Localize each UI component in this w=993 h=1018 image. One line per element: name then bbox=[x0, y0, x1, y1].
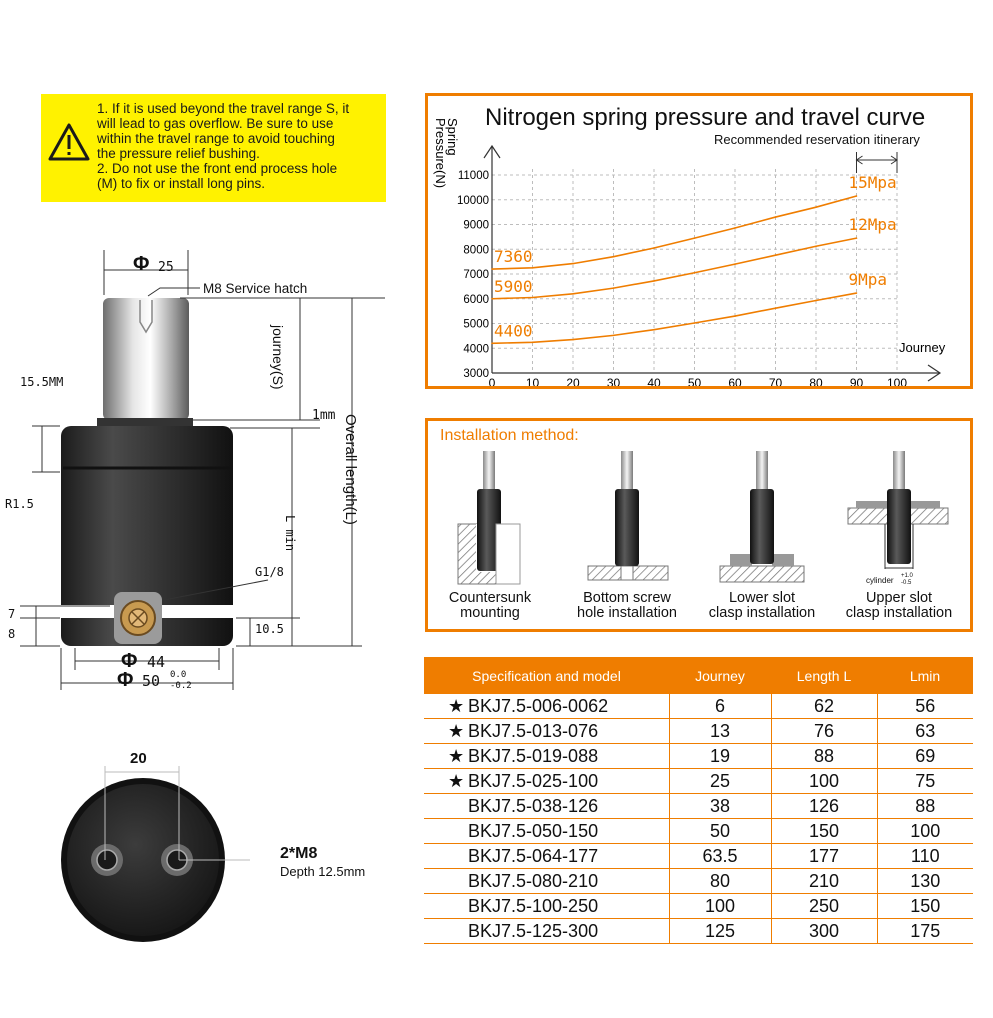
star-icon: ★ bbox=[448, 720, 465, 741]
table-row bbox=[424, 894, 973, 919]
lmin-label: L min bbox=[283, 515, 297, 552]
cell-journey: 19 bbox=[669, 744, 771, 769]
overall-length-label: Overall length(L) bbox=[342, 414, 359, 525]
y-tick-label: 9000 bbox=[463, 219, 489, 232]
data-point bbox=[734, 227, 736, 229]
series-name-label: 15Mpa bbox=[848, 173, 897, 193]
cell-lmin: 88 bbox=[877, 794, 973, 819]
data-point bbox=[653, 280, 655, 282]
cell-length: 126 bbox=[771, 794, 877, 819]
model-text: BKJ7.5-064-177 bbox=[468, 845, 599, 866]
x-tick-label: 20 bbox=[566, 376, 580, 386]
data-point bbox=[572, 293, 574, 295]
model-text: BKJ7.5-025-100 bbox=[468, 770, 599, 791]
series-line-9mpa bbox=[492, 293, 857, 343]
data-point bbox=[694, 322, 696, 324]
install-caption-bottom-screw bbox=[562, 591, 692, 621]
data-point bbox=[572, 263, 574, 265]
warning-line: (M) to fix or install long pins. bbox=[97, 176, 266, 191]
depth-label: Depth 12.5mm bbox=[280, 864, 366, 879]
cylinder-note: cylinder bbox=[866, 576, 894, 585]
data-point bbox=[856, 195, 858, 197]
data-point bbox=[491, 268, 493, 270]
cell-journey: 13 bbox=[669, 719, 771, 744]
service-hatch-label: M8 Service hatch bbox=[203, 281, 308, 296]
model-text: BKJ7.5-080-210 bbox=[468, 870, 599, 891]
cell-lmin: 75 bbox=[877, 769, 973, 794]
dim-20: 20 bbox=[130, 750, 147, 767]
cell-model bbox=[424, 844, 669, 869]
cell-journey: 50 bbox=[669, 819, 771, 844]
x-axis-label: Journey bbox=[899, 340, 946, 355]
cell-length: 100 bbox=[771, 769, 877, 794]
cell-length: 300 bbox=[771, 919, 877, 944]
warning-line: will lead to gas overflow. Be sure to use bbox=[97, 116, 334, 131]
table-row bbox=[424, 869, 973, 894]
thread-2xm8-label: 2*M8 bbox=[280, 845, 318, 862]
warning-line: within the travel range to avoid touching bbox=[97, 131, 335, 146]
pressure-travel-chart bbox=[425, 93, 973, 389]
data-point bbox=[613, 256, 615, 258]
cell-lmin: 130 bbox=[877, 869, 973, 894]
y-axis-label: Pressure(N) bbox=[433, 118, 448, 189]
warning-line: the pressure relief bushing. bbox=[97, 146, 260, 161]
cell-journey: 80 bbox=[669, 869, 771, 894]
model-text: BKJ7.5-038-126 bbox=[468, 795, 599, 816]
cylinder-tol-up: +1.0 bbox=[901, 573, 913, 579]
y-tick-label: 6000 bbox=[463, 293, 489, 306]
cell-lmin: 175 bbox=[877, 919, 973, 944]
data-point bbox=[775, 307, 777, 309]
x-tick-label: 90 bbox=[849, 376, 864, 386]
chart-subtitle: Recommended reservation itinerary bbox=[714, 132, 920, 147]
cell-journey: 6 bbox=[669, 694, 771, 719]
installation-title: Installation method: bbox=[440, 427, 579, 444]
table-row bbox=[424, 919, 973, 944]
table-row bbox=[424, 844, 973, 869]
caption-line: mounting bbox=[460, 605, 520, 621]
warning-line: 2. Do not use the front end process hole bbox=[97, 161, 338, 176]
table-row bbox=[424, 719, 973, 744]
warning-line: 1. If it is used beyond the travel range S, it bbox=[97, 101, 350, 116]
cell-model bbox=[424, 819, 669, 844]
warning-triangle-icon bbox=[47, 122, 91, 162]
data-point bbox=[815, 300, 817, 302]
spring-bottom-view bbox=[50, 760, 250, 960]
data-point bbox=[694, 237, 696, 239]
data-point bbox=[613, 287, 615, 289]
series-start-label: 5900 bbox=[494, 276, 533, 296]
chart-title: Nitrogen spring pressure and travel curve bbox=[485, 104, 926, 131]
caption-line: Upper slot bbox=[865, 590, 933, 606]
data-point bbox=[532, 297, 534, 299]
table-header-row bbox=[424, 657, 973, 694]
table-row bbox=[424, 819, 973, 844]
cell-model bbox=[424, 869, 669, 894]
cell-journey: 63.5 bbox=[669, 844, 771, 869]
dim-1mm: 1mm bbox=[312, 408, 336, 423]
y-axis-label: Spring bbox=[445, 118, 460, 156]
data-point bbox=[532, 342, 534, 344]
upper-slot-illustration bbox=[848, 451, 948, 569]
spring-side-drawing bbox=[0, 240, 400, 700]
model-text: BKJ7.5-125-300 bbox=[468, 920, 599, 941]
table-row bbox=[424, 744, 973, 769]
header-lmin: Lmin bbox=[877, 657, 973, 694]
dim-phi50: 50 bbox=[142, 672, 161, 690]
cell-model bbox=[424, 744, 669, 769]
cell-journey: 100 bbox=[669, 894, 771, 919]
caption-line: clasp installation bbox=[708, 605, 816, 621]
caption-line: Countersunk bbox=[448, 590, 532, 606]
cell-model bbox=[424, 769, 669, 794]
countersunk-illustration bbox=[458, 451, 520, 584]
data-point bbox=[856, 237, 858, 239]
x-tick-label: 0 bbox=[488, 376, 496, 386]
g18-label: G1/8 bbox=[255, 565, 284, 579]
dim-phi25: 25 bbox=[158, 260, 174, 275]
model-text: BKJ7.5-013-076 bbox=[468, 720, 599, 741]
spec-table bbox=[424, 657, 973, 944]
x-tick-label: 50 bbox=[687, 376, 702, 386]
y-tick-label: 7000 bbox=[463, 269, 489, 281]
chart-plot bbox=[428, 96, 970, 386]
cell-lmin: 69 bbox=[877, 744, 973, 769]
dim-phi44: 44 bbox=[147, 653, 166, 671]
lower-slot-illustration bbox=[720, 451, 804, 582]
x-tick-label: 80 bbox=[809, 376, 823, 386]
phi-symbol: Φ bbox=[117, 669, 134, 691]
data-point bbox=[775, 216, 777, 218]
install-caption-upper-slot bbox=[834, 591, 964, 621]
phi-symbol: Φ bbox=[133, 253, 150, 275]
dim-8: 8 bbox=[8, 627, 16, 641]
y-tick-label: 11000 bbox=[457, 170, 489, 182]
caption-line: Lower slot bbox=[728, 590, 796, 606]
tolerance-lower: -0.2 bbox=[170, 681, 192, 691]
cell-length: 76 bbox=[771, 719, 877, 744]
caption-line: hole installation bbox=[577, 605, 677, 621]
data-point bbox=[653, 247, 655, 249]
data-point bbox=[653, 329, 655, 331]
data-point bbox=[734, 315, 736, 317]
model-text: BKJ7.5-006-0062 bbox=[468, 695, 609, 716]
x-tick-label: 70 bbox=[768, 376, 783, 386]
dim-15-5mm: 15.5MM bbox=[20, 375, 64, 389]
model-text: BKJ7.5-050-150 bbox=[468, 820, 599, 841]
star-icon: ★ bbox=[448, 770, 465, 791]
series-start-label: 7360 bbox=[494, 247, 533, 267]
x-tick-label: 60 bbox=[728, 376, 742, 386]
journey-s-label: journey(S) bbox=[270, 325, 286, 390]
cell-model bbox=[424, 919, 669, 944]
model-text: BKJ7.5-019-088 bbox=[468, 745, 599, 766]
phi-symbol: Φ bbox=[121, 650, 138, 672]
cell-journey: 125 bbox=[669, 919, 771, 944]
series-line-15mpa bbox=[492, 196, 857, 269]
cell-lmin: 56 bbox=[877, 694, 973, 719]
header-length: Length L bbox=[771, 657, 877, 694]
star-icon: ★ bbox=[448, 695, 465, 716]
caption-line: Bottom screw bbox=[583, 590, 671, 606]
data-point bbox=[572, 339, 574, 341]
series-start-label: 4400 bbox=[494, 321, 533, 341]
cell-model bbox=[424, 794, 669, 819]
data-point bbox=[856, 292, 858, 294]
cell-length: 62 bbox=[771, 694, 877, 719]
cell-lmin: 100 bbox=[877, 819, 973, 844]
table-row bbox=[424, 694, 973, 719]
warning-text bbox=[97, 101, 382, 191]
data-point bbox=[491, 298, 493, 300]
install-caption-lower-slot bbox=[697, 591, 827, 621]
tolerance-upper: 0.0 bbox=[170, 670, 187, 680]
caption-line: clasp installation bbox=[845, 605, 953, 621]
y-tick-label: 8000 bbox=[463, 244, 489, 257]
y-tick-label: 10000 bbox=[457, 194, 489, 207]
cell-length: 210 bbox=[771, 869, 877, 894]
data-point bbox=[734, 263, 736, 265]
x-tick-label: 40 bbox=[647, 376, 661, 386]
data-point bbox=[775, 254, 777, 256]
data-point bbox=[491, 343, 493, 345]
cell-lmin: 150 bbox=[877, 894, 973, 919]
data-point bbox=[532, 267, 534, 269]
cell-length: 88 bbox=[771, 744, 877, 769]
piston-rod bbox=[103, 298, 189, 420]
installation-panel bbox=[425, 418, 973, 632]
dim-7: 7 bbox=[8, 607, 16, 621]
data-point bbox=[815, 206, 817, 208]
series-name-label: 12Mpa bbox=[848, 215, 897, 235]
cell-model bbox=[424, 894, 669, 919]
cylinder-tol-dn: -0.5 bbox=[901, 580, 912, 586]
x-tick-label: 100 bbox=[886, 376, 908, 386]
y-tick-label: 5000 bbox=[463, 318, 489, 331]
data-point bbox=[815, 245, 817, 247]
data-point bbox=[613, 335, 615, 337]
header-model: Specification and model bbox=[424, 657, 669, 694]
dim-10-5: 10.5 bbox=[255, 622, 284, 636]
table-row bbox=[424, 794, 973, 819]
cell-length: 250 bbox=[771, 894, 877, 919]
star-icon: ★ bbox=[448, 745, 465, 766]
series-name-label: 9Mpa bbox=[848, 270, 888, 290]
header-journey: Journey bbox=[669, 657, 771, 694]
cell-lmin: 110 bbox=[877, 844, 973, 869]
cell-journey: 25 bbox=[669, 769, 771, 794]
x-tick-label: 10 bbox=[525, 376, 540, 386]
cell-lmin: 63 bbox=[877, 719, 973, 744]
data-point bbox=[694, 272, 696, 274]
cell-model bbox=[424, 694, 669, 719]
dim-r15: R1.5 bbox=[5, 497, 34, 511]
x-tick-label: 30 bbox=[606, 376, 621, 386]
cell-length: 150 bbox=[771, 819, 877, 844]
model-text: BKJ7.5-100-250 bbox=[468, 895, 599, 916]
series-line-12mpa bbox=[492, 238, 857, 299]
table-row bbox=[424, 769, 973, 794]
cell-length: 177 bbox=[771, 844, 877, 869]
y-tick-label: 4000 bbox=[463, 343, 489, 356]
warning-box bbox=[41, 94, 386, 202]
y-tick-label: 3000 bbox=[463, 368, 489, 380]
install-caption-countersunk bbox=[425, 591, 555, 621]
cell-model bbox=[424, 719, 669, 744]
cell-journey: 38 bbox=[669, 794, 771, 819]
bottom-screw-illustration bbox=[588, 451, 668, 580]
